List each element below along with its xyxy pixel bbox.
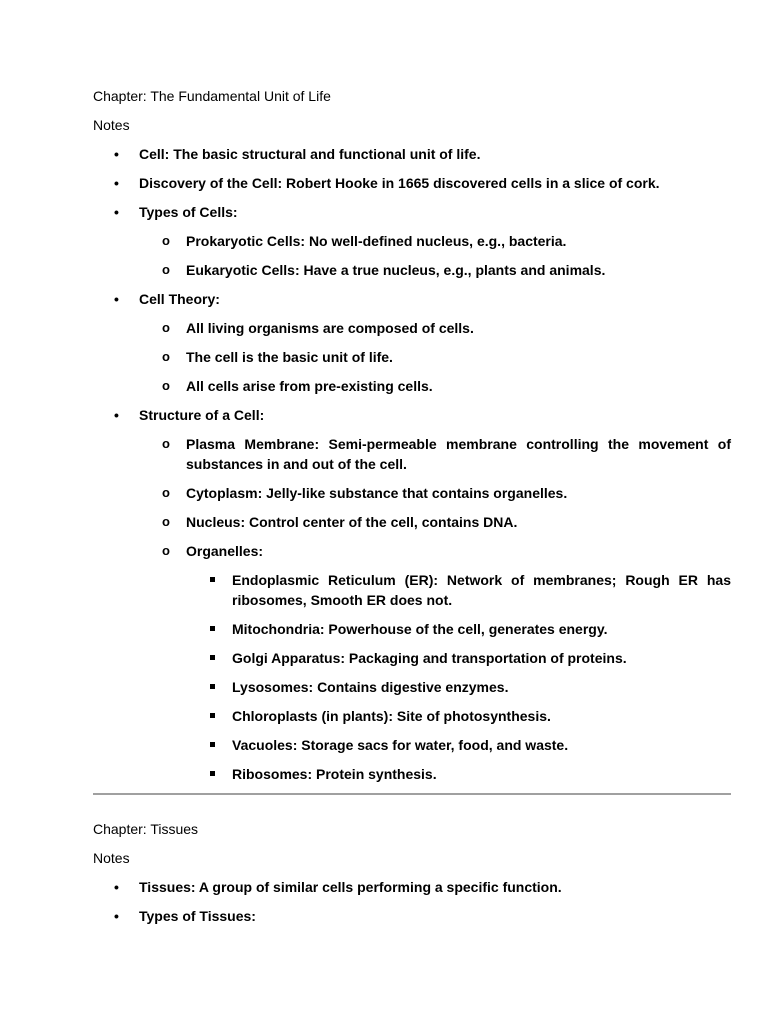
sub-list-item	[139, 260, 731, 280]
circle-bullet-icon: o	[162, 378, 170, 393]
square-bullet-icon	[210, 626, 215, 631]
sub-list-item-text: All living organisms are composed of cells.	[186, 320, 474, 336]
bullet-icon: •	[114, 204, 119, 220]
bullet-icon: •	[114, 879, 119, 895]
sub-list-item-text: The cell is the basic unit of life.	[186, 349, 393, 365]
sub-list-item	[139, 512, 731, 532]
bullet-icon: •	[114, 407, 119, 423]
notes-label: Notes	[93, 850, 130, 866]
list-item-text: Types of Tissues:	[139, 908, 256, 924]
sub-list	[139, 434, 731, 784]
sub-list-item-text: All cells arise from pre-existing cells.	[186, 378, 433, 394]
square-bullet-icon	[210, 684, 215, 689]
sub-list-item	[139, 231, 731, 251]
list-item	[93, 906, 731, 926]
circle-bullet-icon: o	[162, 320, 170, 335]
sub-list-item-text: Nucleus: Control center of the cell, contains DNA.	[186, 514, 518, 530]
list-item-text: Tissues: A group of similar cells performing a specific function.	[139, 879, 562, 895]
sub-list	[139, 231, 731, 280]
list-item	[93, 144, 731, 164]
sub-list-item	[139, 318, 731, 338]
chapter-title: Chapter: Tissues	[93, 821, 199, 837]
sub-list	[139, 318, 731, 396]
list-item-text: Cell Theory:	[139, 291, 220, 307]
sub-sub-list-item	[186, 648, 731, 668]
bullet-icon: •	[114, 175, 119, 191]
square-bullet-icon	[210, 713, 215, 718]
sub-sub-list-item-text: Mitochondria: Powerhouse of the cell, generates energy.	[232, 621, 608, 637]
sub-list-item-text: Organelles:	[186, 543, 264, 559]
list-item-text: Structure of a Cell:	[139, 407, 265, 423]
sub-list-item	[139, 483, 731, 503]
bullet-icon: •	[114, 291, 119, 307]
notes-label: Notes	[93, 117, 130, 133]
section-tissues	[93, 819, 731, 926]
sub-sub-list-item	[186, 735, 731, 755]
sub-sub-list-item	[186, 570, 731, 610]
sub-sub-list-item-text: Ribosomes: Protein synthesis.	[232, 766, 437, 782]
notes-list	[93, 144, 731, 784]
circle-bullet-icon: o	[162, 485, 170, 500]
list-item-text: Discovery of the Cell: Robert Hooke in 1665 discovered cells in a slice of cork.	[139, 175, 660, 191]
circle-bullet-icon: o	[162, 262, 170, 277]
bullet-icon: •	[114, 908, 119, 924]
sub-list-item-text: Eukaryotic Cells: Have a true nucleus, e.g., plants and animals.	[186, 262, 606, 278]
list-item-text: Types of Cells:	[139, 204, 238, 220]
sub-list-item	[139, 541, 731, 784]
sub-list-item	[139, 376, 731, 396]
bullet-icon: •	[114, 146, 119, 162]
notes-list	[93, 877, 731, 926]
sub-sub-list-item-text: Endoplasmic Reticulum (ER): Network of membranes; Rough ER has ribosomes, Smooth ER does not.	[232, 572, 731, 608]
square-bullet-icon	[210, 742, 215, 747]
sub-list-item-text: Cytoplasm: Jelly-like substance that contains organelles.	[186, 485, 568, 501]
section-divider	[93, 793, 731, 795]
section-fundamental-unit	[93, 86, 731, 784]
square-bullet-icon	[210, 771, 215, 776]
sub-sub-list-item	[186, 764, 731, 784]
sub-list-item-text: Prokaryotic Cells: No well-defined nucleus, e.g., bacteria.	[186, 233, 567, 249]
sub-sub-list-item	[186, 706, 731, 726]
sub-list-item-text: Plasma Membrane: Semi-permeable membrane controlling the movement of substances in and out of the cell.	[186, 436, 731, 472]
circle-bullet-icon: o	[162, 349, 170, 364]
sub-sub-list-item-text: Vacuoles: Storage sacs for water, food, and waste.	[232, 737, 569, 753]
list-item	[93, 289, 731, 396]
sub-sub-list-item	[186, 677, 731, 697]
sub-list-item	[139, 434, 731, 474]
sub-sub-list-item	[186, 619, 731, 639]
sub-list-item	[139, 347, 731, 367]
sub-sub-list	[186, 570, 731, 784]
square-bullet-icon	[210, 655, 215, 660]
list-item	[93, 877, 731, 897]
list-item	[93, 202, 731, 280]
circle-bullet-icon: o	[162, 233, 170, 248]
circle-bullet-icon: o	[162, 436, 170, 451]
sub-sub-list-item-text: Lysosomes: Contains digestive enzymes.	[232, 679, 509, 695]
sub-sub-list-item-text: Chloroplasts (in plants): Site of photosynthesis.	[232, 708, 551, 724]
sub-sub-list-item-text: Golgi Apparatus: Packaging and transportation of proteins.	[232, 650, 627, 666]
list-item-text: Cell: The basic structural and functional unit of life.	[139, 146, 481, 162]
list-item	[93, 173, 731, 193]
circle-bullet-icon: o	[162, 514, 170, 529]
square-bullet-icon	[210, 577, 215, 582]
document-page	[93, 86, 731, 935]
circle-bullet-icon: o	[162, 543, 170, 558]
list-item	[93, 405, 731, 784]
chapter-title: Chapter: The Fundamental Unit of Life	[93, 88, 331, 104]
